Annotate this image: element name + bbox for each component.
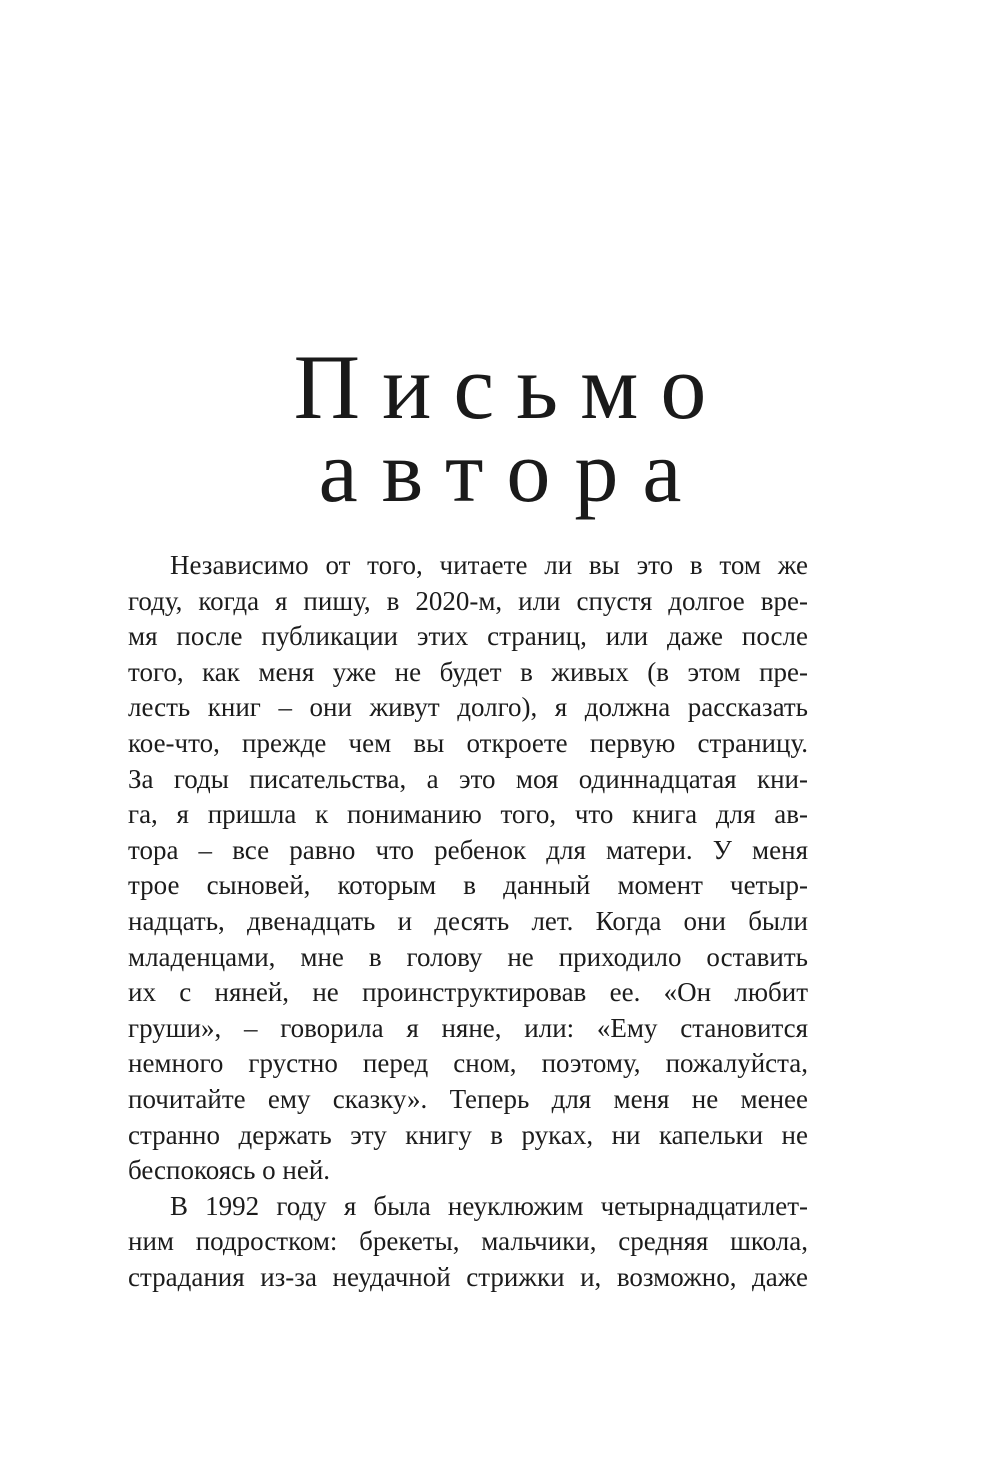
chapter-title-line-2: автора	[318, 424, 706, 521]
text-line: кое-что, прежде чем вы откроете первую страницу.	[128, 727, 808, 758]
text-line: тора – все равно что ребенок для матери. У меня	[128, 834, 808, 865]
text-line: надцать, двенадцать и десять лет. Когда они были	[128, 905, 808, 936]
text-line: немного грустно перед сном, поэтому, пожалуйста,	[128, 1048, 808, 1079]
text-line: За годы писательства, а это моя одиннадцатая кни-	[128, 763, 808, 794]
text-line: В 1992 году я была неуклюжим четырнадцатилет-	[170, 1190, 808, 1221]
text-line: мя после публикации этих страниц, или даже после	[128, 621, 808, 652]
text-line: трое сыновей, которым в данный момент четыр-	[128, 870, 808, 901]
text-line: их с няней, не проинструктировав ее. «Он любит	[128, 977, 808, 1008]
text-line: году, когда я пишу, в 2020-м, или спустя долгое вре-	[128, 585, 808, 616]
text-line: груши», – говорила я няне, или: «Ему становится	[128, 1012, 808, 1043]
text-line: ним подростком: брекеты, мальчики, средняя школа,	[128, 1226, 808, 1257]
text-line: страдания из-за неудачной стрижки и, возможно, даже	[128, 1261, 808, 1292]
text-line: лесть книг – они живут долго), я должна рассказать	[128, 692, 808, 723]
text-line: беспокоясь о ней.	[128, 1155, 331, 1186]
text-line: га, я пришла к пониманию того, что книга для ав-	[128, 799, 808, 830]
body-text	[128, 548, 808, 1295]
text-line: Независимо от того, читаете ли вы это в том же	[170, 550, 808, 580]
text-line: младенцами, мне в голову не приходило оставить	[128, 941, 808, 972]
text-line: того, как меня уже не будет в живых (в этом пре-	[128, 656, 808, 687]
text-line: почитайте ему сказку». Теперь для меня не менее	[128, 1083, 808, 1114]
text-line: странно держать эту книгу в руках, ни капельки не	[128, 1119, 808, 1150]
chapter-title-line-1: Письмо	[293, 336, 729, 438]
